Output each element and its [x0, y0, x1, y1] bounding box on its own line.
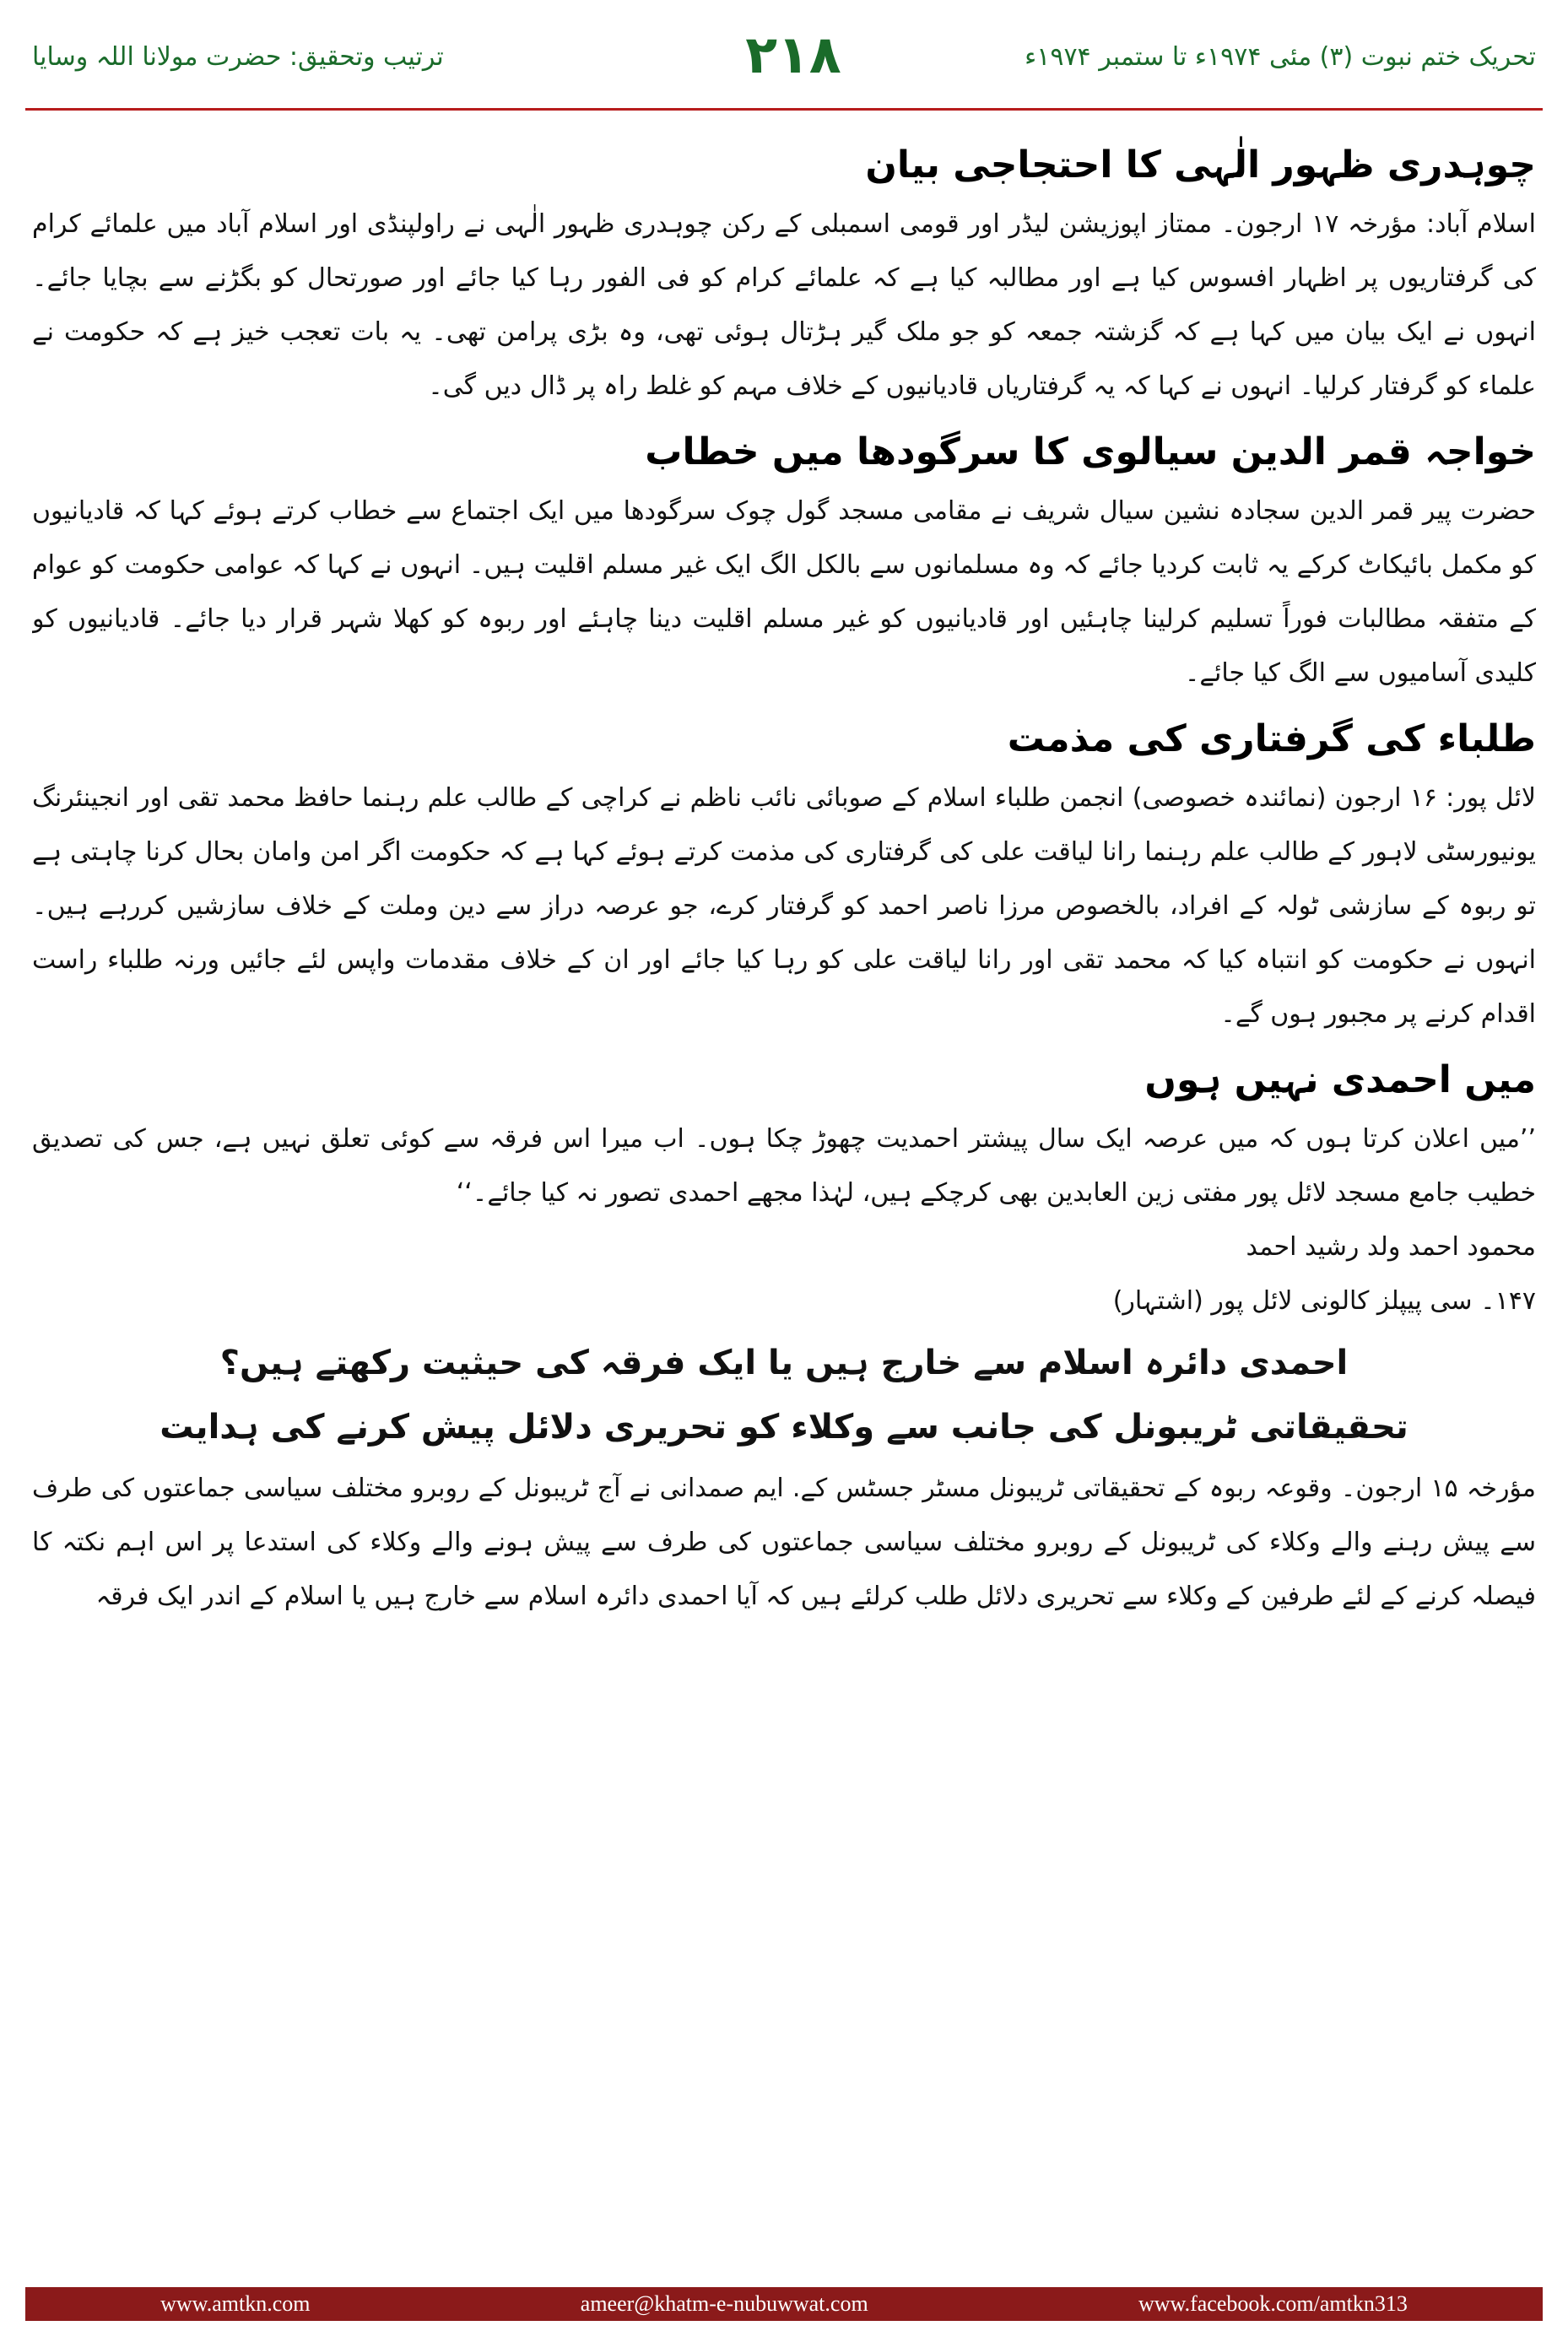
section-paragraph: حضرت پیر قمر الدین سجادہ نشین سیال شریف نے مقامی مسجد گول چوک سرگودھا میں ایک اجتماع سے خطاب کرتے ہوئے کہا کہ قادیانیوں کو مکمل بائیکاٹ کرکے یہ ثابت کردیا جائے کہ وہ مسلمانوں سے بالکل الگ ایک غیر مسلم اقلیت ہیں۔ انہوں نے کہا کہ عوامی حکومت کو عوام کے متفقہ مطالبات فوراً تسلیم کرلینا چاہئیں اور قادیانیوں کو غیر مسلم اقلیت دینا چاہئے اور ربوہ کو کھلا شہر قرار دیا جائے۔ قادیانیوں کو کلیدی آسامیوں سے الگ کیا جائے۔: [32, 496, 1536, 688]
signature-name: محمود احمد ولد رشید احمد: [1246, 1232, 1536, 1262]
page-footer: [25, 2287, 1543, 2321]
section-paragraph: لائل پور: ۱۶ ارجون (نمائندہ خصوصی) انجمن طلباء اسلام کے صوبائی نائب ناظم نے کراچی کے طالب علم رہنما حافظ محمد تقی اور انجینئرنگ یونیورسٹی لاہور کے طالب علم رہنما رانا لیاقت علی کی گرفتاری کی مذمت کرتے ہوئے کہا ہے کہ حکومت اگر امن وامان بحال کرنا چاہتی ہے تو ربوہ کے سازشی ٹولہ کے افراد، بالخصوص مرزا ناصر احمد کو گرفتار کرے، جو عرصہ دراز سے دین وملت کے خلاف سازشیں کررہے ہیں۔ انہوں نے حکومت کو انتباہ کیا کہ محمد تقی اور رانا لیاقت علی کو رہا کیا جائے اور ان کے خلاف مقدمات واپس لئے جائیں ورنہ طلباء راست اقدام کرنے پر مجبور ہوں گے۔: [32, 783, 1536, 1029]
center-subheading: تحقیقاتی ٹریبونل کی جانب سے وکلاء کو تحریری دلائل پیش کرنے کی ہدایت: [160, 1408, 1408, 1447]
center-heading: احمدی دائرہ اسلام سے خارج ہیں یا ایک فرقہ کی حیثیت رکھتے ہیں؟: [219, 1344, 1349, 1382]
section-title: چوہدری ظہور الٰہی کا احتجاجی بیان: [865, 143, 1536, 187]
header-book-title: تحریک ختم نبوت (۳) مئی ۱۹۷۴ء تا ستمبر ۱۹۷۴ء: [1025, 42, 1536, 72]
signature-address: ۱۴۷۔ سی پیپلز کالونی لائل پور (اشتہار): [1112, 1286, 1536, 1316]
footer-email-link[interactable]: ameer@khatm-e-nubuwwat.com: [580, 2291, 868, 2316]
section-title: میں احمدی نہیں ہوں: [1144, 1058, 1536, 1101]
announcement-paragraph: ’’میں اعلان کرتا ہوں کہ میں عرصہ ایک سال پیشتر احمدیت چھوڑ چکا ہوں۔ اب میرا اس فرقہ سے کوئی تعلق نہیں ہے، جس کی تصدیق خطیب جامع مسجد لائل پور مفتی زین العابدین بھی کرچکے ہیں، لہٰذا مجھے احمدی تصور نہ کیا جائے۔‘‘: [32, 1124, 1536, 1208]
section-title: خواجہ قمر الدین سیالوی کا سرگودھا میں خطاب: [645, 430, 1536, 473]
signature-row: [32, 1220, 1536, 1274]
header-divider: [25, 108, 1543, 111]
page-header: [0, 0, 1568, 127]
section-title: طلباء کی گرفتاری کی مذمت: [1007, 717, 1536, 760]
footer-facebook-link[interactable]: www.facebook.com/amtkn313: [1138, 2291, 1408, 2316]
page-number: ۲۱۸: [745, 24, 841, 85]
page-body: [32, 127, 1536, 2253]
header-compiler: ترتیب وتحقیق: حضرت مولانا اللہ وسایا: [32, 42, 444, 72]
final-paragraph: مؤرخہ ۱۵ ارجون۔ وقوعہ ربوہ کے تحقیقاتی ٹریبونل مسٹر جسٹس کے. ایم صمدانی نے آج ٹریبونل کے روبرو مختلف سیاسی جماعتوں کی طرف سے پیش رہنے والے وکلاء کی ٹریبونل کے روبرو مختلف سیاسی جماعتوں کی طرف سے پیش ہونے والے وکلاء کی استدعا پر اس اہم نکتہ کا فیصلہ کرنے کے لئے طرفین کے وکلاء سے تحریری دلائل طلب کرلئے ہیں کہ آیا احمدی دائرہ اسلام سے خارج ہیں یا اسلام کے اندر ایک فرقہ: [32, 1474, 1536, 1611]
section-paragraph: اسلام آباد: مؤرخہ ۱۷ ارجون۔ ممتاز اپوزیشن لیڈر اور قومی اسمبلی کے رکن چوہدری ظہور الٰہی نے راولپنڈی اور اسلام آباد میں علمائے کرام کی گرفتاریوں پر اظہار افسوس کیا ہے اور مطالبہ کیا ہے کہ علمائے کرام کو فی الفور رہا کیا جائے اور صورتحال کو بگڑنے سے بچایا جائے۔ انہوں نے ایک بیان میں کہا ہے کہ گزشتہ جمعہ کو جو ملک گیر ہڑتال ہوئی تھی، وہ بڑی پرامن تھی۔ یہ بات تعجب خیز ہے کہ حکومت نے علماء کو گرفتار کرلیا۔ انہوں نے کہا کہ یہ گرفتاریاں قادیانیوں کے خلاف مہم کو غلط راہ پر ڈال دیں گی۔: [32, 209, 1536, 401]
footer-website-link[interactable]: www.amtkn.com: [160, 2291, 311, 2316]
